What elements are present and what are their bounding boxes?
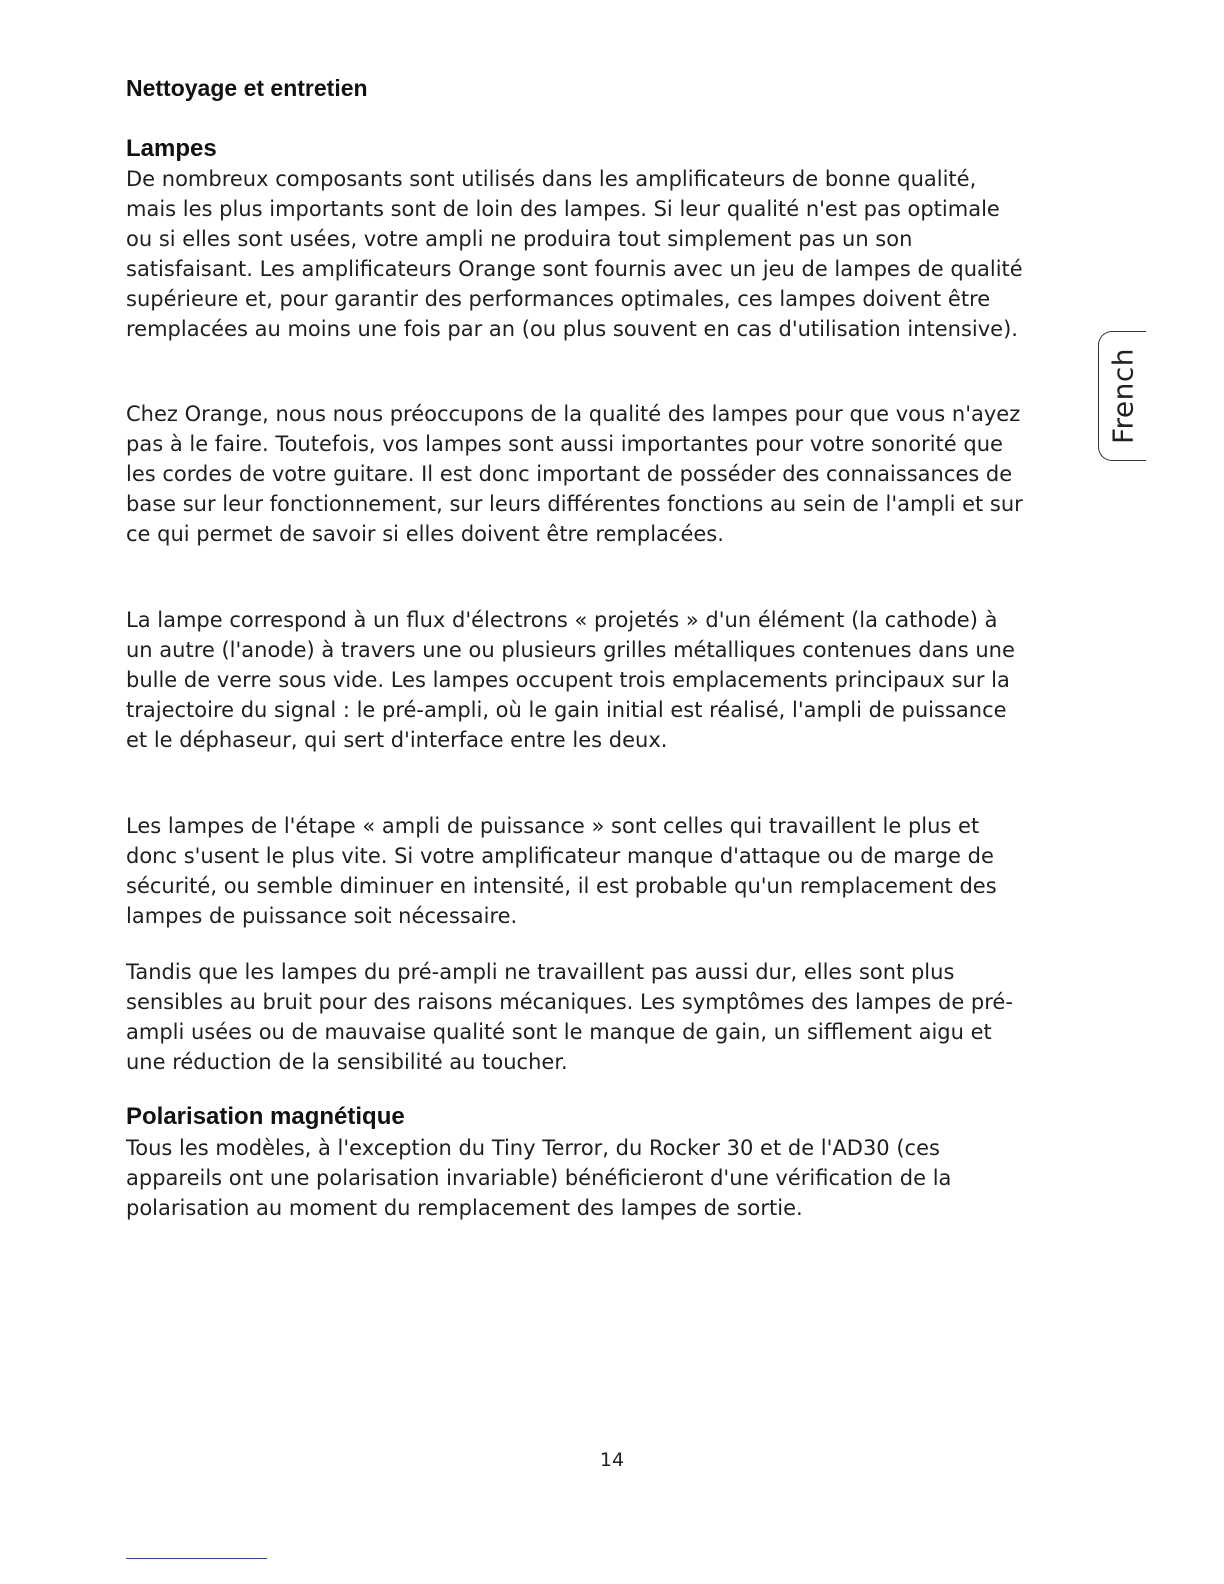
paragraph: La lampe correspond à un flux d'électrons « projetés » d'un élément (la cathode) à un autre (l'anode) à travers une ou plusieurs grilles métalliques contenues dans une bulle de verre sous vide. Les lampes occupent trois emplacements principaux sur la trajectoire du signal : le pré-ampli, où le gain initial est réalisé, l'ampli de puissance et le déphaseur, qui sert d'interface entre les deux. xyxy=(126,608,1015,752)
paragraph: Tandis que les lampes du pré-ampli ne travaillent pas aussi dur, elles sont plus sensibles au bruit pour des raisons mécaniques. Les symptômes des lampes de pré-ampli usées ou de mauvaise qualité sont le manque de gain, un sifflement aigu et une réduction de la sensibilité au toucher. xyxy=(126,960,1013,1074)
footnote-divider xyxy=(126,1558,267,1559)
paragraph: De nombreux composants sont utilisés dans les amplificateurs de bonne qualité, mais les plus importants sont de loin des lampes. Si leur qualité n'est pas optimale ou si elles sont usées, votre ampli ne produira tout simplement pas un son satisfaisant. Les amplificateurs Orange sont fournis avec un jeu de lampes de qualité supérieure et, pour garantir des performances optimales, ces lampes doivent être remplacées au moins une fois par an (ou plus souvent en cas d'utilisation intensive). xyxy=(126,167,1023,341)
paragraph: Les lampes de l'étape « ampli de puissance » sont celles qui travaillent le plus et donc s'usent le plus vite. Si votre amplificateur manque d'attaque ou de marge de sécurité, ou semble diminuer en intensité, il est probable qu'un remplacement des lampes de puissance soit nécessaire. xyxy=(126,814,997,928)
language-tab xyxy=(1098,331,1146,461)
paragraph: Chez Orange, nous nous préoccupons de la qualité des lampes pour que vous n'ayez pas à le faire. Toutefois, vos lampes sont aussi importantes pour votre sonorité que les cordes de votre guitare. Il est donc important de posséder des connaissances de base sur leur fonctionnement, sur leurs différentes fonctions au sein de l'ampli et sur ce qui permet de savoir si elles doivent être remplacées. xyxy=(126,402,1023,546)
page-title: Nettoyage et entretien xyxy=(126,75,368,101)
language-tab-label: French xyxy=(1106,347,1139,445)
page-number: 14 xyxy=(599,1449,625,1471)
section-heading-polarisation: Polarisation magnétique xyxy=(126,1103,405,1130)
paragraph: Tous les modèles, à l'exception du Tiny Terror, du Rocker 30 et de l'AD30 (ces appareils ont une polarisation invariable) bénéficieront d'une vérification de la polarisation au moment du remplacement des lampes de sortie. xyxy=(126,1136,952,1220)
section-heading-lampes: Lampes xyxy=(126,135,217,162)
